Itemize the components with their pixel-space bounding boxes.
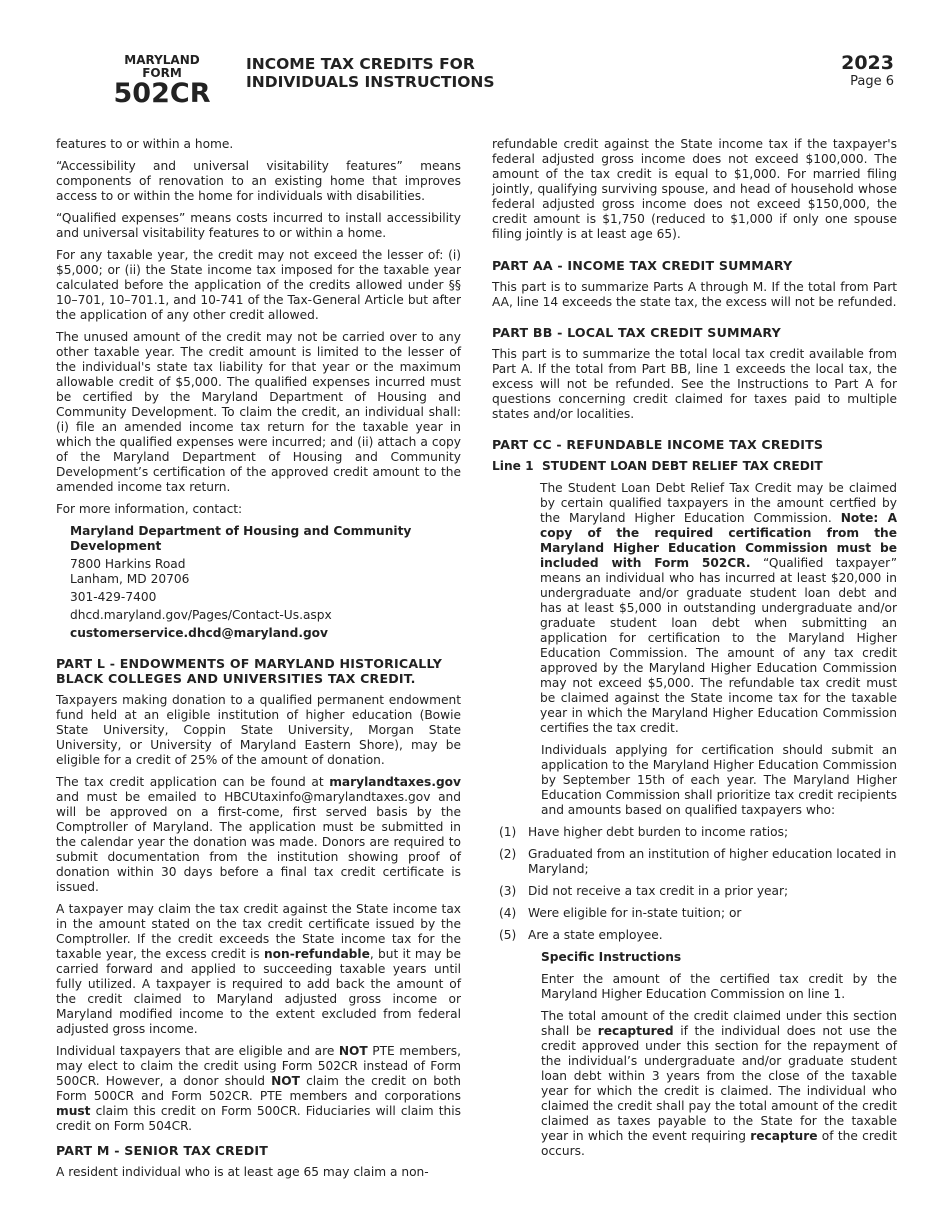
paragraph: Enter the amount of the certified tax credit by the Maryland Higher Education Commission on line 1. bbox=[541, 972, 897, 1001]
section-heading-part-m: PART M - SENIOR TAX CREDIT bbox=[56, 1143, 269, 1158]
section-heading-part-aa: PART AA - INCOME TAX CREDIT SUMMARY bbox=[492, 258, 793, 273]
paragraph: Individual taxpayers that are eligible and are NOT PTE members, may elect to claim the credit using Form 502CR instead of Form 500CR. However, a donor should NOT claim the credit on both Form 500CR and Form 502CR. PTE members and corporations must claim this credit on Form 500CR. Fiduciaries will claim this credit on Form 504CR. bbox=[56, 1044, 461, 1133]
paragraph: For any taxable year, the credit may not exceed the lesser of: (i) $5,000; or (ii) the State income tax imposed for the taxable year calculated before the application of the credits allowed under §§ 10–701, 10–701.1, and 10-741 of the Tax-General Article but after the application of any other credit allowed. bbox=[56, 248, 461, 322]
list-item: (3) Did not receive a tax credit in a prior year; bbox=[499, 884, 789, 898]
paragraph: This part is to summarize the total local tax credit available from Part A. If the total from Part BB, line 1 exceeds the local tax, the excess will not be refunded. See the Instructions to Part A for questions concerning credit claimed for taxes paid to multiple states and/or localities. bbox=[492, 347, 897, 421]
form-identifier bbox=[112, 54, 212, 109]
paragraph: A resident individual who is at least age 65 may claim a non- bbox=[56, 1165, 429, 1179]
contact-email[interactable]: customerservice.dhcd@maryland.gov bbox=[70, 626, 328, 640]
contact-city: Lanham, MD 20706 bbox=[70, 572, 190, 586]
list-item: (2) Graduated from an institution of higher education located in Maryland; bbox=[499, 847, 897, 876]
section-heading-part-bb: PART BB - LOCAL TAX CREDIT SUMMARY bbox=[492, 325, 781, 340]
contact-phone: 301-429-7400 bbox=[70, 590, 157, 604]
line-number: Line 1 bbox=[492, 459, 534, 473]
paragraph: Taxpayers making donation to a qualified permanent endowment fund held at an eligible institution of higher education (Bowie State University, Coppin State University, Morgan State University, or University of Maryland Eastern Shore), may be eligible for a credit of 25% of the amount of donation. bbox=[56, 693, 461, 767]
paragraph: This part is to summarize Parts A through M. If the total from Part AA, line 14 exceeds the state tax, the excess will not be refunded. bbox=[492, 280, 897, 309]
page-number: Page 6 bbox=[850, 74, 894, 89]
paragraph: A taxpayer may claim the tax credit against the State income tax in the amount stated on the tax credit certificate issued by the Comptroller. If the credit exceeds the State income tax for the taxable year, the excess credit is non-refundable, but it may be carried forward and applied to succeeding taxable years until fully utilized. A taxpayer is required to add back the amount of the credit claimed to Maryland adjusted gross income or Maryland modified income to the extent excluded from federal adjusted gross income. bbox=[56, 902, 461, 1036]
paragraph: The tax credit application can be found at marylandtaxes.gov and must be emailed to HBCUtaxinfo@marylandtaxes.gov and will be approved on a first-come, first served basis by the Comptroller of Maryland. The application must be submitted in the calendar year the donation was made. Donors are required to submit documentation from the institution showing proof of donation within 30 days before a final tax credit certificate is issued. bbox=[56, 775, 461, 894]
specific-instructions-heading: Specific Instructions bbox=[541, 950, 682, 964]
contact-street: 7800 Harkins Road bbox=[70, 557, 186, 571]
left-column bbox=[56, 137, 461, 1187]
section-heading-part-l: PART L - ENDOWMENTS OF MARYLAND HISTORICALLY BLACK COLLEGES AND UNIVERSITIES TAX CREDIT. bbox=[56, 656, 443, 686]
paragraph: refundable credit against the State income tax if the taxpayer's federal adjusted gross income does not exceed $100,000. The amount of the tax credit is equal to $1,000. For married filing jointly, qualifying surviving spouse, and head of household whose federal adjusted gross income does not exceed $150,000, the credit amount is $1,750 (reduced to $1,000 if only one spouse filing jointly is at least age 65). bbox=[492, 137, 897, 241]
list-item: (4) Were eligible for in-state tuition; or bbox=[499, 906, 742, 920]
state-label: MARYLAND bbox=[124, 53, 200, 67]
list-item: (1) Have higher debt burden to income ratios; bbox=[499, 825, 789, 839]
contact-url[interactable]: dhcd.maryland.gov/Pages/Contact-Us.aspx bbox=[70, 608, 332, 622]
title-line-2: INDIVIDUALS INSTRUCTIONS bbox=[246, 73, 495, 91]
list-item: (5) Are a state employee. bbox=[499, 928, 663, 942]
paragraph: The total amount of the credit claimed under this section shall be recaptured if the individual does not use the credit approved under this section for the repayment of the individual’s undergraduate and/or graduate student loan debt within 3 years from the close of the taxable year for which the credit is claimed. The individual who claimed the credit shall pay the total amount of the credit claimed as taxes payable to the State for the taxable year in which the event requiring recapture of the credit occurs. bbox=[541, 1009, 897, 1158]
contact-block bbox=[70, 524, 461, 641]
paragraph: For more information, contact: bbox=[56, 502, 243, 516]
section-heading-part-cc: PART CC - REFUNDABLE INCOME TAX CREDITS bbox=[492, 437, 824, 452]
page-title bbox=[246, 55, 495, 91]
form-number: 502CR bbox=[113, 78, 211, 109]
paragraph: “Qualified expenses” means costs incurred to install accessibility and universal visitability features to or within a home. bbox=[56, 211, 461, 240]
form-label: FORM bbox=[142, 65, 182, 80]
paragraph: The unused amount of the credit may not be carried over to any other taxable year. The credit amount is limited to the lesser of the individual's state tax liability for that year or the maximum allowable credit of $5,000. The qualified expenses incurred must be certified by the Maryland Department of Housing and Community Development. To claim the credit, an individual shall: (i) file an amended income tax return for the taxable year in which the qualified expenses were incurred; and (ii) attach a copy of the Maryland Department of Housing and Community Development’s certification of the approved credit amount to the amended income tax return. bbox=[56, 330, 461, 494]
line-title: STUDENT LOAN DEBT RELIEF TAX CREDIT bbox=[542, 459, 823, 473]
paragraph: features to or within a home. bbox=[56, 137, 234, 151]
right-column bbox=[492, 137, 897, 1166]
paragraph: “Accessibility and universal visitability features” means components of renovation to an existing home that improves access to or within the home for individuals with disabilities. bbox=[56, 159, 461, 203]
title-line-1: INCOME TAX CREDITS FOR bbox=[246, 55, 475, 73]
paragraph: Individuals applying for certification should submit an application to the Maryland Higher Education Commission by September 15th of each year. The Maryland Higher Education Commission shall prioritize tax credit recipients and amounts based on qualified taxpayers who: bbox=[541, 743, 897, 817]
line-1-heading bbox=[492, 459, 897, 474]
paragraph: The Student Loan Debt Relief Tax Credit may be claimed by certain qualified taxpayers in the amount certfied by the Maryland Higher Education Commission. Note: A copy of the required certification from the Maryland Higher Education Commission must be included with Form 502CR. “Qualified taxpayer” means an individual who has incurred at least $20,000 in undergraduate and/or graduate student loan debt and has at least $5,000 in outstanding undergraduate and/or graduate student loan debt when submitting an application for certification to the Maryland Higher Education Commission. The amount of any tax credit approved by the Maryland Higher Education Commission may not exceed $5,000. The refundable tax credit must be claimed against the State income tax for the taxable year in which the Maryland Higher Education Commission certifies the tax credit. bbox=[540, 481, 898, 735]
priority-list bbox=[492, 825, 897, 943]
website-link[interactable]: marylandtaxes.gov bbox=[329, 775, 461, 789]
contact-org: Maryland Department of Housing and Community Development bbox=[70, 524, 412, 553]
tax-year: 2023 bbox=[841, 52, 894, 74]
year-block bbox=[841, 53, 894, 89]
